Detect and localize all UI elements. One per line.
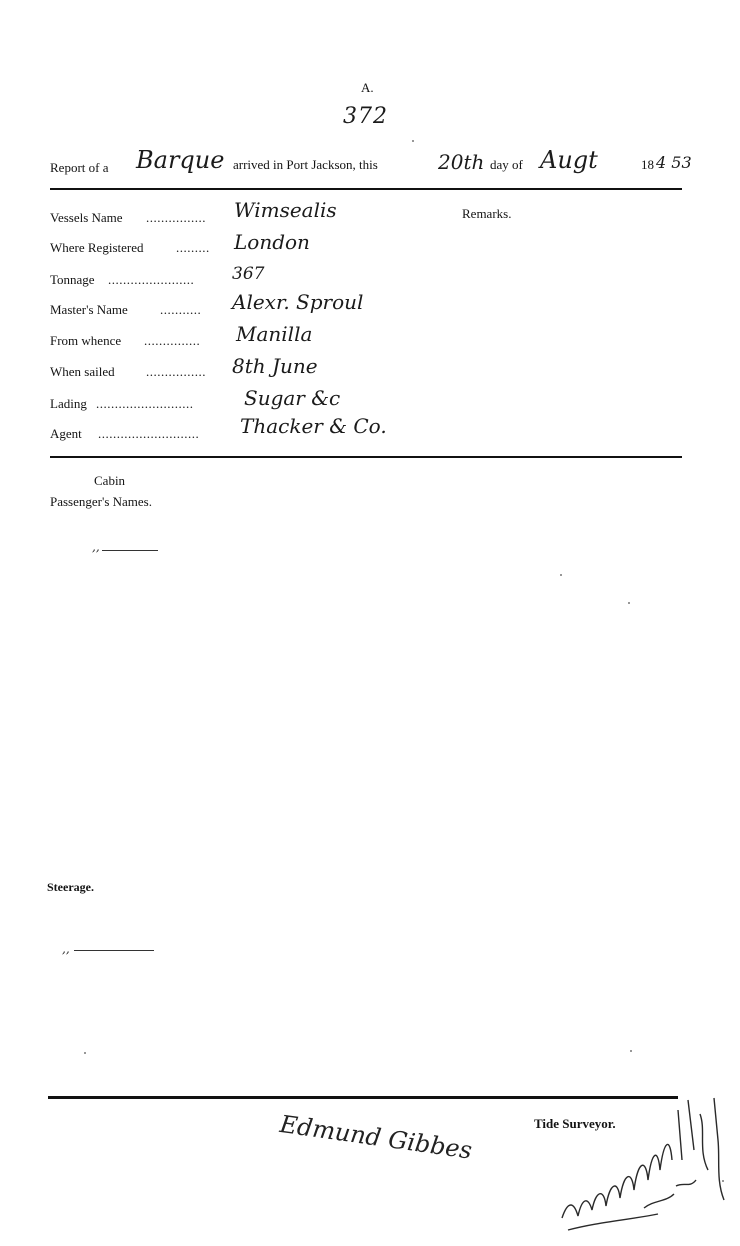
field-label: Lading xyxy=(50,396,87,411)
field-value: Thacker & Co. xyxy=(240,414,387,438)
day-value: 20th xyxy=(438,150,485,174)
scan-speck xyxy=(560,574,562,576)
field-leader: ................ xyxy=(146,364,206,379)
field-label: From whence xyxy=(50,333,122,348)
day-of-label: day of xyxy=(490,157,523,172)
stamp-scribble xyxy=(548,1090,736,1240)
field-label: Agent xyxy=(50,426,82,441)
scan-speck xyxy=(628,602,630,604)
field-label: Tonnage xyxy=(50,272,95,287)
vessel-type: Barque xyxy=(136,146,225,174)
report-middle: arrived in Port Jackson, this xyxy=(233,157,378,172)
field-leader: ........................... xyxy=(98,426,200,441)
field-value: London xyxy=(234,230,310,254)
report-prefix: Report of a xyxy=(50,160,109,175)
cabin-nil-line xyxy=(102,550,158,551)
field-leader: ......... xyxy=(176,240,210,255)
header-rule xyxy=(50,188,682,190)
field-label: Where Registered xyxy=(50,240,144,255)
surveyor-signature: Edmund Gibbes xyxy=(278,1110,474,1165)
scan-speck xyxy=(630,1050,632,1052)
field-value: Sugar &c xyxy=(244,386,341,410)
scan-speck xyxy=(412,140,414,142)
passenger-names-heading: Passenger's Names. xyxy=(50,494,152,509)
cabin-ditto-mark: ,, xyxy=(92,540,100,554)
field-value: 8th June xyxy=(232,354,318,378)
scan-speck xyxy=(722,1180,724,1182)
scan-speck xyxy=(84,1052,86,1054)
remarks-label: Remarks. xyxy=(462,206,512,221)
field-label: Vessels Name xyxy=(50,210,123,225)
steerage-ditto-mark: ,, xyxy=(62,942,70,956)
field-leader: ....................... xyxy=(108,272,195,287)
form-letter: A. xyxy=(361,80,374,95)
field-leader: .......................... xyxy=(96,396,194,411)
steerage-nil-line xyxy=(74,950,154,951)
field-label: When sailed xyxy=(50,364,115,379)
steerage-heading: Steerage. xyxy=(47,880,94,894)
field-leader: ........... xyxy=(160,302,202,317)
folio-number: 372 xyxy=(343,104,388,129)
field-value: Manilla xyxy=(236,322,313,346)
year-written: 4 53 xyxy=(656,153,692,172)
field-value: Wimsealis xyxy=(234,198,337,222)
field-value: 367 xyxy=(232,264,265,284)
year-printed: 18 xyxy=(641,157,654,172)
field-label: Master's Name xyxy=(50,302,128,317)
field-leader: ................ xyxy=(146,210,206,225)
month-value: Augt xyxy=(540,146,598,174)
cabin-heading: Cabin xyxy=(94,473,126,488)
field-leader: ............... xyxy=(144,333,201,348)
tide-surveyor-label: Tide Surveyor. xyxy=(534,1116,616,1131)
field-value: Alexr. Sproul xyxy=(232,290,364,314)
details-rule xyxy=(50,456,682,458)
